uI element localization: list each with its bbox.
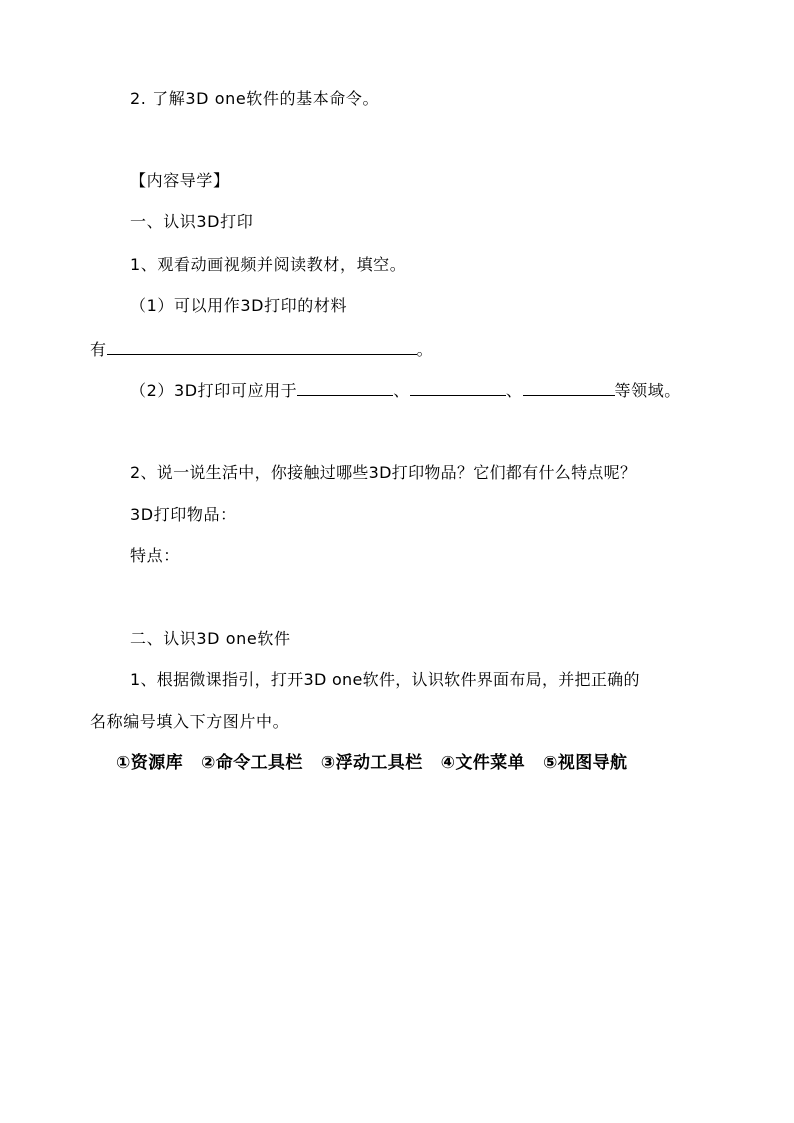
part2-title: 二、认识3D one软件 <box>130 629 291 648</box>
q1-2-line <box>130 378 681 402</box>
p2-q1-line-2: 名称编号填入下方图片中。 <box>90 712 290 731</box>
answer-blank-field-3[interactable] <box>523 378 615 396</box>
p2-q1-line-1: 1、根据微课指引，打开3D one软件，认识软件界面布局，并把正确的 <box>130 670 640 689</box>
q2-text: 2、说一说生活中，你接触过哪些3D打印物品？它们都有什么特点呢？ <box>130 463 637 482</box>
component-options <box>116 752 627 774</box>
option-2: ②命令工具栏 <box>201 753 303 773</box>
q1-2-sep-1: 、 <box>393 381 410 400</box>
q1-1-text: （1）可以用作3D打印的材料 <box>130 296 348 315</box>
q1-2-suffix: 等领域。 <box>614 381 681 400</box>
q1-1-continuation <box>90 337 433 361</box>
q1-2-sep-2: 、 <box>505 381 523 400</box>
answer-blank-field-2[interactable] <box>410 378 506 396</box>
objective-2: 2. 了解3D one软件的基本命令。 <box>130 89 380 108</box>
option-4: ④文件菜单 <box>440 753 525 773</box>
q1-1-prefix: 有 <box>90 340 107 359</box>
option-5: ⑤视图导航 <box>543 753 628 773</box>
option-1: ①资源库 <box>116 753 183 773</box>
answer-blank-field-1[interactable] <box>297 378 393 396</box>
answer-blank-materials[interactable] <box>107 337 417 355</box>
q2-items-label: 3D打印物品： <box>130 505 237 524</box>
q1-1-suffix: 。 <box>416 340 434 359</box>
q2-features-label: 特点： <box>130 546 180 565</box>
option-3: ③浮动工具栏 <box>320 753 423 773</box>
section-heading: 【内容导学】 <box>130 171 230 190</box>
q1-intro: 1、观看动画视频并阅读教材，填空。 <box>130 255 407 274</box>
part1-title: 一、认识3D打印 <box>130 212 254 231</box>
q1-2-prefix: （2）3D打印可应用于 <box>130 381 298 400</box>
